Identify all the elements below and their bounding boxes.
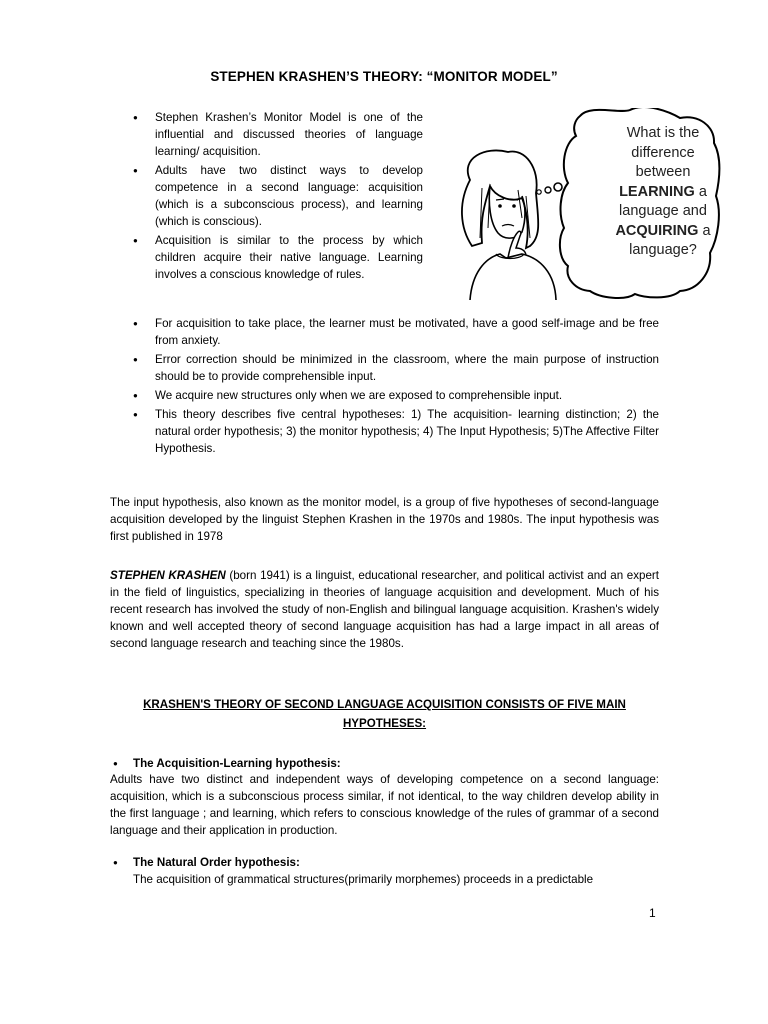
list-item: ● Error correction should be minimized in the classroom, where the main purpose of instruction should be to provide comprehensible input. bbox=[155, 351, 659, 385]
subheading-acquisition-learning: ● The Acquisition-Learning hypothesis: bbox=[133, 755, 341, 772]
list-item: ● Adults have two distinct ways to develop competence in a second language: acquisition (which is a subconscious process), and learning (which is conscious). bbox=[155, 162, 423, 230]
page-title: STEPHEN KRASHEN’S THEORY: “MONITOR MODEL” bbox=[210, 69, 558, 84]
list-item: ● Stephen Krashen’s Monitor Model is one of the influential and discussed theories of language learning/ acquisition. bbox=[155, 109, 423, 160]
paragraph-krashen-bio: STEPHEN KRASHEN (born 1941) is a linguist, educational researcher, and political activist and an expert in the field of linguistics, specializing in theories of language acquisition and development. Much of his recent research has involved the study of non-English and bilingual language acquisition. Krashen's widely known and well accepted theory of second language acquisition has had a large impact in all areas of second language research and teaching since the 1980s. bbox=[110, 569, 660, 650]
thought-bubble-text: What is the difference between LEARNING a language and ACQUIRING a language? bbox=[615, 125, 711, 258]
list-item: ● This theory describes five central hypotheses: 1) The acquisition- learning distinction; 2) the natural order hypothesis; 3) the monitor hypothesis; 4) The Input Hypothesis; 5)The Affective Filter Hypothesis. bbox=[155, 406, 659, 457]
section-heading: KRASHEN'S THEORY OF SECOND LANGUAGE ACQUISITION CONSISTS OF FIVE MAIN HYPOTHESES: bbox=[143, 698, 626, 730]
bullet-list-bottom bbox=[155, 315, 659, 459]
subheading-natural-order: ● The Natural Order hypothesis: bbox=[133, 854, 300, 871]
bullet-list-top bbox=[155, 109, 423, 285]
list-item: ● Acquisition is similar to the process by which children acquire their native language. Learning involves a conscious knowledge of rules. bbox=[155, 232, 423, 283]
paragraph-input-hypothesis: The input hypothesis, also known as the monitor model, is a group of five hypotheses of second-language acquisition developed by the linguist Stephen Krashen in the 1970s and 1980s. The input hypothesis was first published in 1978 bbox=[110, 496, 659, 543]
list-item: ● For acquisition to take place, the learner must be motivated, have a good self-image and be free from anxiety. bbox=[155, 315, 659, 349]
list-item: ● We acquire new structures only when we are exposed to comprehensible input. bbox=[155, 387, 659, 404]
page-number: 1 bbox=[649, 906, 656, 920]
paragraph-natural-order: The acquisition of grammatical structures(primarily morphemes) proceeds in a predictable bbox=[133, 873, 594, 886]
paragraph-acquisition-learning: Adults have two distinct and independent ways of developing competence on a second language: acquisition, which is a subconscious process similar, if not identical, to the way children develop ability in the first language ; and learning, which refers to conscious knowledge of the rules of grammar of a second language and their application in production. bbox=[110, 773, 659, 837]
